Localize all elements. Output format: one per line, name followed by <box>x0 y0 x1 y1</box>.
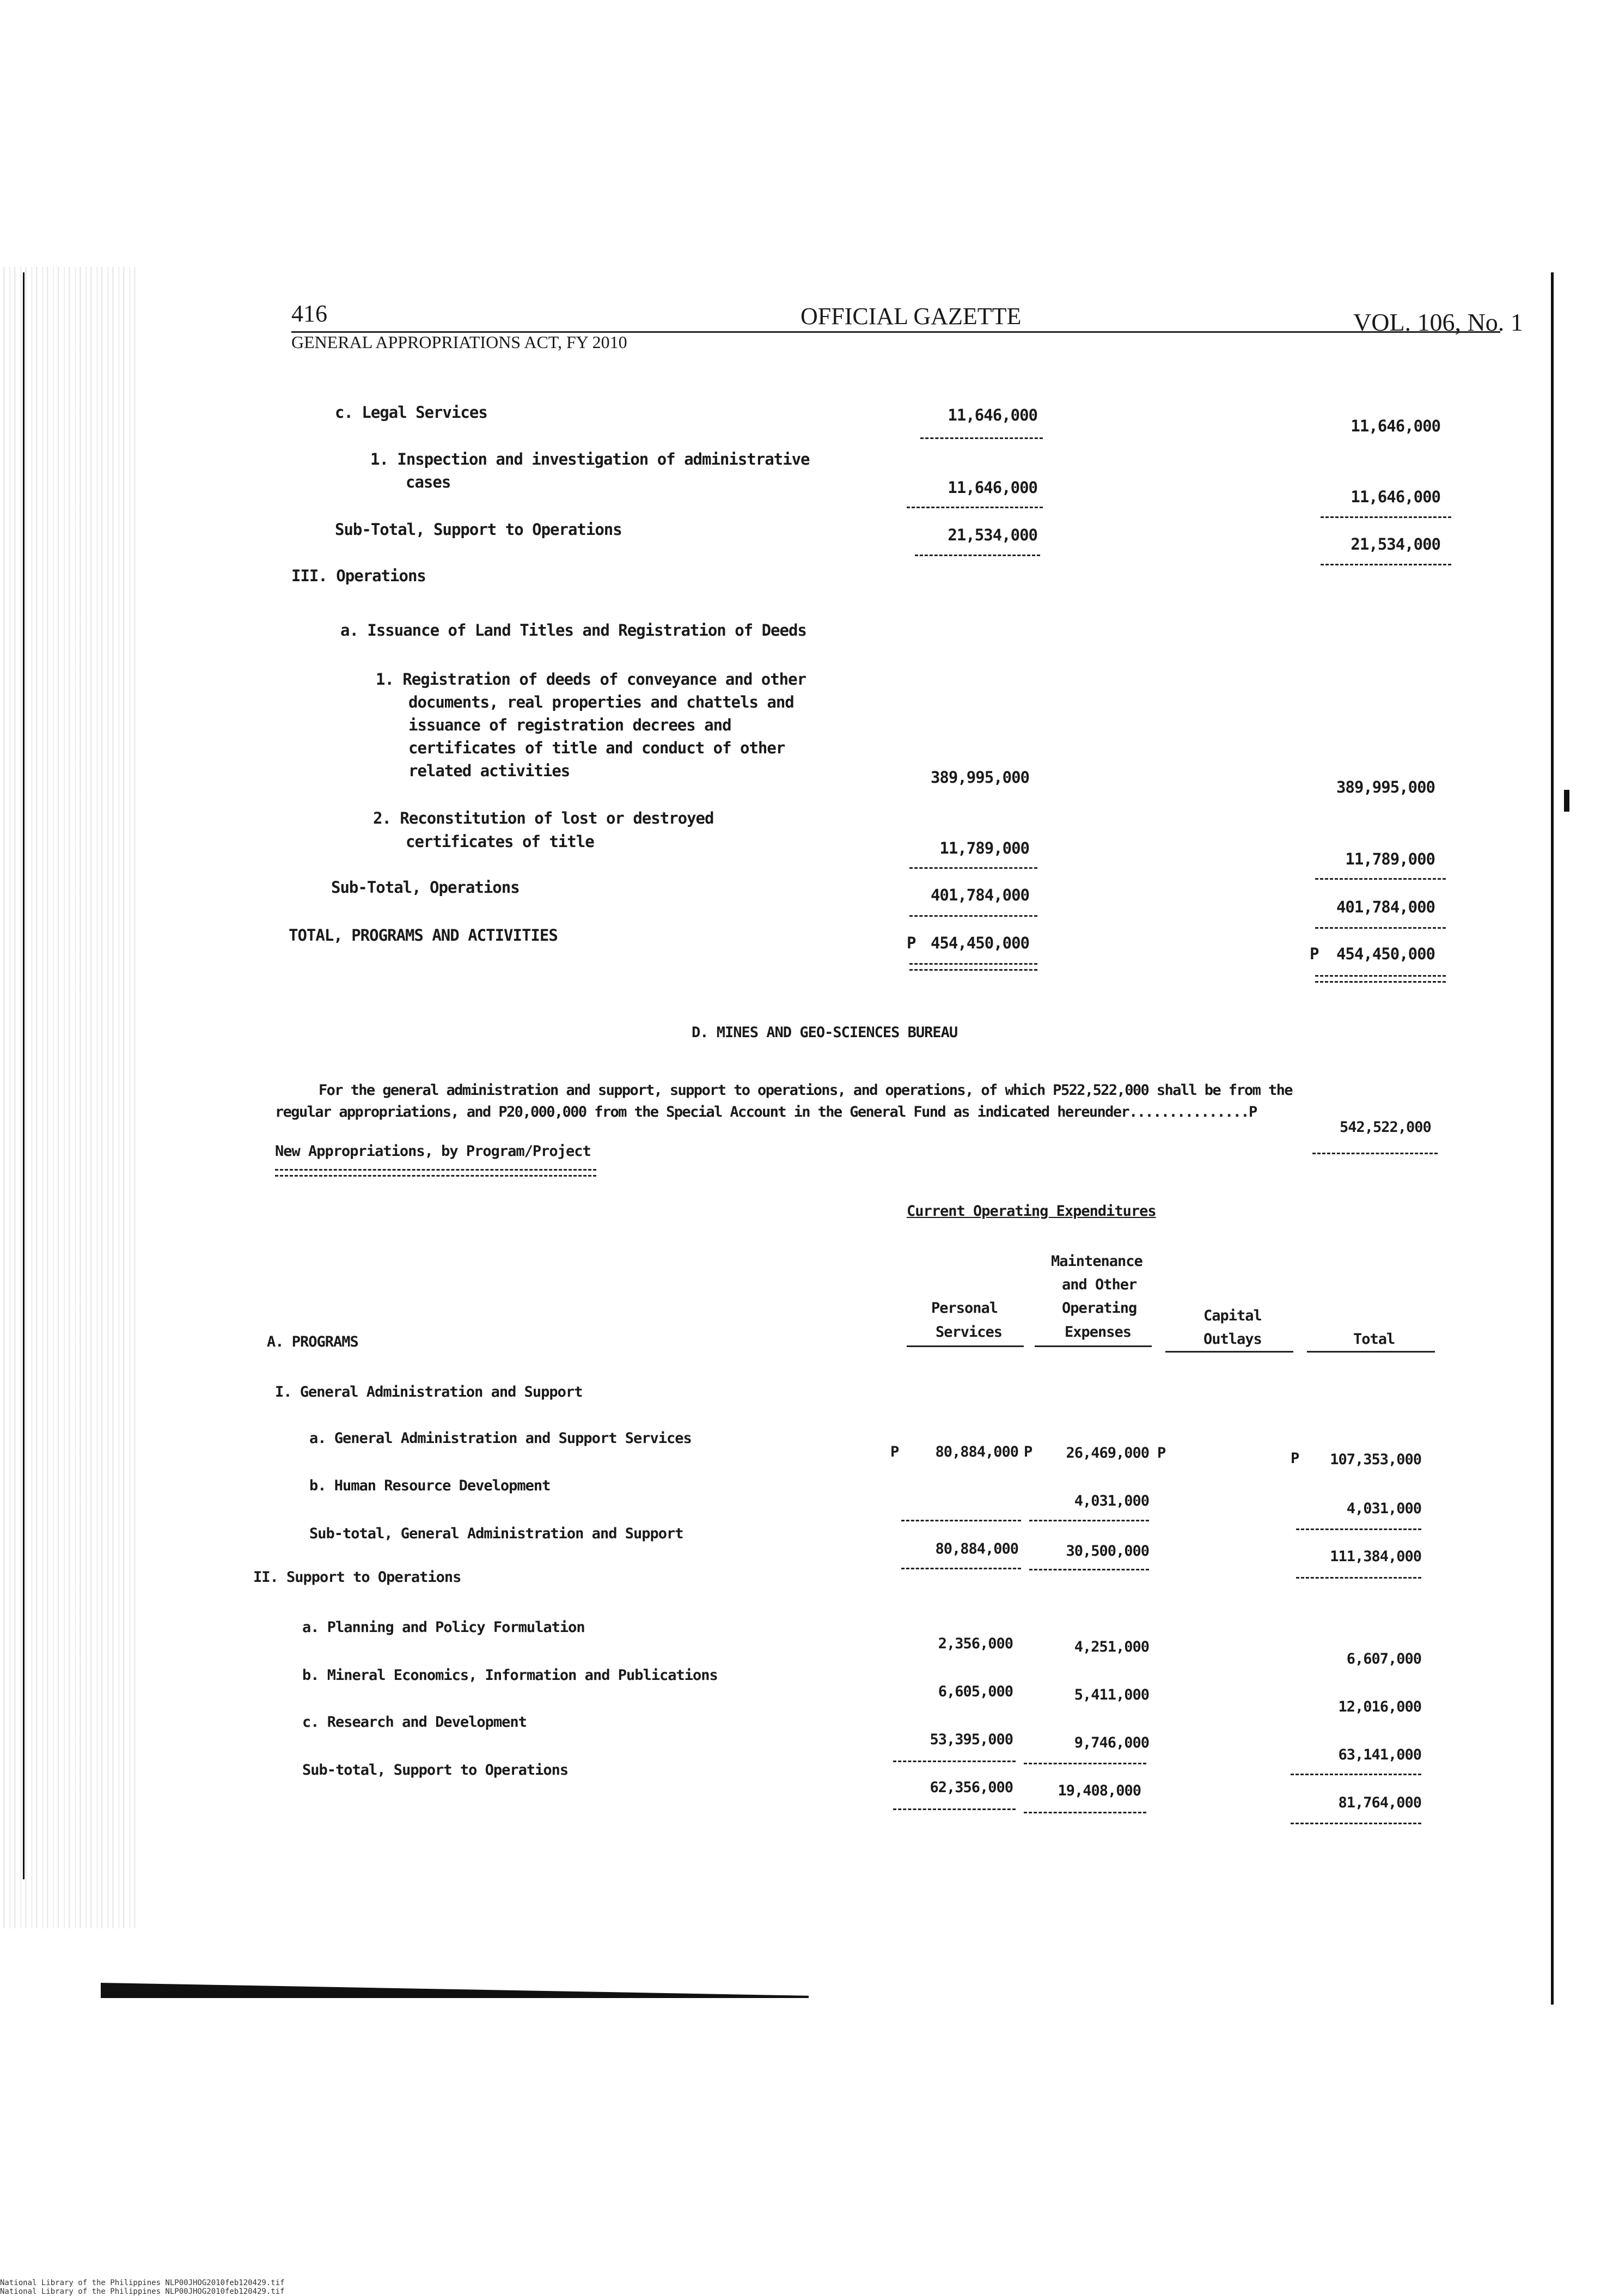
double-underline <box>909 963 1037 971</box>
amount-col2: 11,646,000 <box>1351 417 1440 435</box>
bureau-paragraph-line2: regular appropriations, and P20,000,000 from the Special Account in the General Fund as indicated hereunder...............P <box>275 1104 1257 1120</box>
underline <box>1024 1763 1146 1764</box>
scan-footer-line2: National Library of the Philippines NLP00JHOG2010feb120429.tif <box>0 2287 285 2296</box>
bureau-amount: 542,522,000 <box>1340 1119 1431 1136</box>
binding-mark <box>1564 790 1569 812</box>
cell-ps: 80,884,000 <box>935 1540 1018 1557</box>
cell-mooe: 19,408,000 <box>1058 1782 1141 1799</box>
cell-total: 111,384,000 <box>1330 1548 1421 1565</box>
cell-total: 107,353,000 <box>1330 1451 1421 1468</box>
cell-mooe: 26,469,000 <box>1066 1445 1149 1461</box>
col-mooe-line3: Operating <box>1062 1300 1137 1317</box>
section-heading: II. Support to Operations <box>253 1569 461 1586</box>
col-total: Total <box>1353 1331 1395 1348</box>
left-margin-rule <box>23 272 25 1879</box>
double-underline <box>1315 975 1446 983</box>
col-rule-personal <box>907 1345 1024 1347</box>
table-row-label: Sub-total, Support to Operations <box>302 1762 569 1779</box>
double-underline <box>275 1169 596 1177</box>
table-row-label: b. Human Resource Development <box>309 1477 551 1494</box>
col-capital-line2: Outlays <box>1203 1331 1262 1348</box>
section-heading: III. Operations <box>291 567 426 585</box>
cell-mooe: 5,411,000 <box>1074 1686 1149 1703</box>
cell-total: 63,141,000 <box>1338 1746 1421 1763</box>
bottom-scan-bar <box>101 1983 809 1998</box>
row-label: Sub-Total, Support to Operations <box>335 520 622 539</box>
cell-total: 4,031,000 <box>1346 1500 1421 1517</box>
underline <box>901 1520 1021 1521</box>
row-label-cont: cases <box>406 473 451 491</box>
underline <box>1029 1569 1149 1570</box>
amount-col2: 401,784,000 <box>1336 898 1435 916</box>
cell-mooe: 30,500,000 <box>1066 1543 1149 1560</box>
underline <box>1315 927 1446 929</box>
underline <box>907 507 1043 508</box>
bureau-paragraph-line1: For the general administration and support, support to operations, and operations, of which P522,522,000 shall be from the <box>319 1082 1292 1099</box>
row-label: Sub-Total, Operations <box>331 878 520 897</box>
journal-title: OFFICIAL GAZETTE <box>801 303 1022 330</box>
row-label-cont: issuance of registration decrees and <box>408 716 731 734</box>
peso-sign: P <box>1157 1445 1166 1461</box>
underline <box>1291 1823 1421 1824</box>
row-label-cont: documents, real properties and chattels and <box>408 693 794 711</box>
amount-col1: 11,646,000 <box>948 406 1037 424</box>
underline <box>909 867 1037 869</box>
cell-ps: 2,356,000 <box>938 1635 1013 1652</box>
cell-ps: 53,395,000 <box>930 1731 1013 1748</box>
amount-col1: 401,784,000 <box>930 886 1029 904</box>
col-personal-line1: Personal <box>931 1300 998 1317</box>
amount-col1: 11,789,000 <box>939 839 1029 857</box>
table-row-label: I. General Administration and Support <box>275 1384 583 1400</box>
new-appropriations-heading: New Appropriations, by Program/Project <box>275 1143 591 1160</box>
underline <box>1296 1528 1421 1530</box>
underline <box>1312 1153 1438 1154</box>
row-label: 1. Inspection and investigation of administrative <box>370 450 810 468</box>
col-mooe-line1: Maintenance <box>1051 1253 1142 1270</box>
peso-sign: P <box>1291 1450 1299 1467</box>
amount-col2: 11,646,000 <box>1351 488 1440 506</box>
table-row-label: b. Mineral Economics, Information and Publications <box>302 1667 718 1684</box>
right-margin-rule <box>1551 272 1554 2005</box>
row-label: 1. Registration of deeds of conveyance and other <box>376 670 806 689</box>
amount-col1: 21,534,000 <box>948 526 1037 544</box>
cell-ps: 6,605,000 <box>938 1683 1013 1700</box>
col-mooe-line2: and Other <box>1062 1276 1137 1293</box>
underline <box>920 437 1043 439</box>
table-row-label: c. Research and Development <box>302 1714 527 1731</box>
underline <box>1024 1812 1146 1813</box>
col-mooe-line4: Expenses <box>1065 1324 1132 1341</box>
section-a-heading: A. PROGRAMS <box>267 1333 358 1350</box>
table-row-label: a. General Administration and Support Services <box>309 1430 692 1447</box>
underline <box>901 1568 1021 1569</box>
act-title: GENERAL APPROPRIATIONS ACT, FY 2010 <box>291 332 627 352</box>
scan-footer-line1: National Library of the Philippines NLP00JHOG2010feb120429.tif <box>0 2279 285 2287</box>
underline <box>909 915 1037 917</box>
row-label-cont: certificates of title and conduct of other <box>408 739 785 757</box>
cell-total: 12,016,000 <box>1338 1698 1421 1715</box>
amount-col2: 389,995,000 <box>1336 778 1435 796</box>
underline <box>1315 878 1446 880</box>
table-row-label: a. Planning and Policy Formulation <box>302 1619 585 1636</box>
group-header: Current Operating Expenditures <box>907 1203 1156 1220</box>
cell-mooe: 4,031,000 <box>1074 1493 1149 1509</box>
scan-edge-artifact <box>0 267 136 1928</box>
col-rule-total <box>1307 1351 1435 1353</box>
amount-col2: 21,534,000 <box>1351 535 1440 553</box>
peso-sign: P <box>907 934 916 952</box>
cell-mooe: 4,251,000 <box>1074 1639 1149 1655</box>
table-row-label: Sub-total, General Administration and Support <box>309 1525 683 1542</box>
row-label: c. Legal Services <box>335 403 487 422</box>
row-label: a. Issuance of Land Titles and Registration of Deeds <box>340 621 806 640</box>
page-number: 416 <box>291 300 327 327</box>
underline <box>893 1761 1016 1762</box>
row-label: 2. Reconstitution of lost or destroyed <box>373 809 714 827</box>
peso-sign: P <box>1310 945 1319 963</box>
row-label-cont: certificates of title <box>406 832 594 851</box>
cell-total: 6,607,000 <box>1346 1651 1421 1667</box>
amount-col1: 454,450,000 <box>930 934 1029 952</box>
total-label: TOTAL, PROGRAMS AND ACTIVITIES <box>289 926 558 945</box>
amount-col2: 454,450,000 <box>1336 945 1435 963</box>
cell-ps: 62,356,000 <box>930 1779 1013 1796</box>
peso-sign: P <box>890 1444 899 1460</box>
underline <box>893 1808 1016 1810</box>
amount-col1: 389,995,000 <box>930 768 1029 787</box>
amount-col2: 11,789,000 <box>1345 850 1435 868</box>
underline <box>1321 516 1451 518</box>
col-rule-capital <box>1165 1351 1293 1353</box>
cell-total: 81,764,000 <box>1338 1794 1421 1811</box>
peso-sign: P <box>1024 1444 1032 1460</box>
underline <box>1291 1774 1421 1775</box>
cell-mooe: 9,746,000 <box>1074 1734 1149 1751</box>
col-personal-line2: Services <box>936 1324 1003 1341</box>
col-capital-line1: Capital <box>1203 1307 1262 1324</box>
underline <box>1296 1577 1421 1579</box>
cell-ps: 80,884,000 <box>935 1444 1018 1460</box>
underline <box>1029 1520 1149 1521</box>
col-rule-mooe <box>1035 1345 1152 1347</box>
underline <box>915 555 1040 556</box>
amount-col1: 11,646,000 <box>948 478 1037 497</box>
underline <box>1321 564 1451 565</box>
row-label-cont: related activities <box>408 762 570 780</box>
bureau-title: D. MINES AND GEO-SCIENCES BUREAU <box>692 1024 958 1041</box>
volume-label: VOL. 106, No. 1 <box>1353 308 1523 336</box>
